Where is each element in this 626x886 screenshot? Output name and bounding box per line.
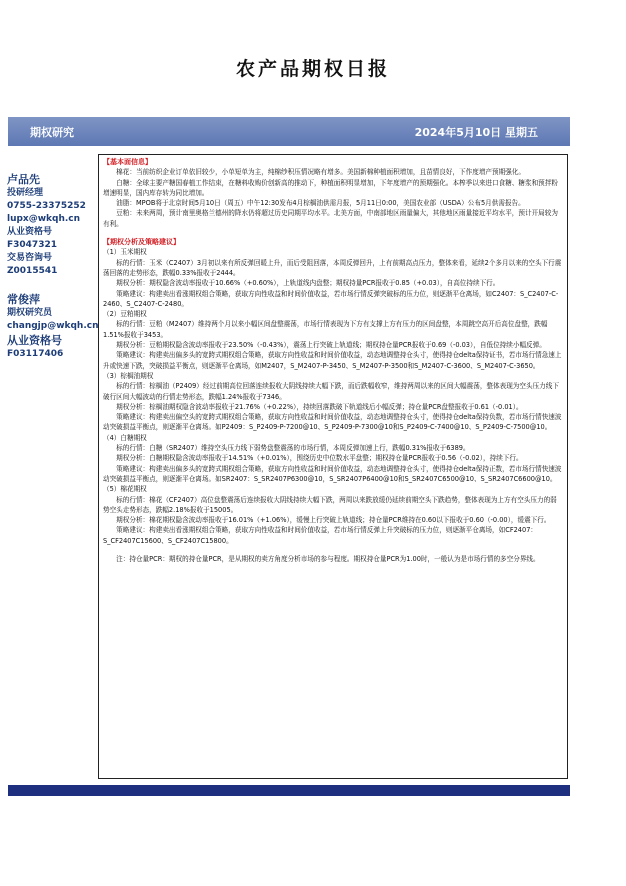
content-paragraph: 标的行情：豆粕（M2407）维持两个月以来小幅区间盘整震荡，市场行情表现为下方有支撑上方有压力的区间盘整，本周跳空高开后高位盘整，跌幅1.51%报收于3453。	[103, 320, 548, 339]
sidebar-line: 0755-23375252	[7, 201, 86, 211]
sidebar-line: 从业资格号	[7, 334, 62, 347]
content-paragraph: 期权分析：豆粕期权隐含波动率报收于23.50%（-0.43%），震荡上行突破上轨道线；期权持仓量PCR报收于0.69（-0.03），自低位持续小幅反弹。	[103, 341, 546, 350]
footer-bar	[8, 785, 570, 796]
content-paragraph: 豆粕：未来两周，预计南里奥格兰德州的降水仍将超过历史同期平均水平。北美方面，中南部地区雨量偏大，其他地区雨量接近平均水平，预计开局较为有利。	[103, 209, 558, 228]
content-paragraph: 期权分析：期权隐含波动率报收于10.66%（+0.60%），上轨道线内盘整；期权持量PCR报收于0.85（+0.03），自高位持续下行。	[103, 279, 500, 288]
content-paragraph: 标的行情：棉花（CF2407）高位盘整震荡后连续报收大阴线持续大幅下跌，两周以来跌放缓仍延续前期空头下跌趋势，整体表现为上方有空头压力的弱势空头走势形态，跌幅2.18%报收于15005。	[103, 495, 557, 514]
content-paragraph: （3）棕榈油期权	[103, 371, 154, 380]
content-paragraph: （4）白糖期权	[103, 433, 147, 442]
content-paragraph: 期权分析：白糖期权隐含波动率报收于14.51%（+0.01%），围绕历史中位数水平盘整；期权持仓量PCR报收于0.56（-0.02），持续下行。	[103, 454, 523, 463]
content-paragraph: 棉花：当前纺织企业订单依旧较少，小单短单为主，纯棉纱积压情况略有增多。美国新棉种植面积增加，且苗情良好，下作度增产预期强化。	[103, 168, 525, 177]
section-heading: 【期权分析及策略建议】	[103, 238, 180, 247]
content-paragraph: 油脂：MPOB将于北京时间5月10日（周五）中午12:30发布4月棕榈油供需月报，5月11日0:00，美国农业部（USDA）公布5月供需报告。	[103, 199, 525, 208]
sidebar-line: F3047321	[7, 240, 57, 250]
banner-section-label: 期权研究	[30, 126, 74, 139]
content-paragraph: 策略建议：构建卖出偏空头的宽跨式期权组合策略，获取方向性收益和时间价值收益，动态地调整持仓头寸，使得持仓delta保持负数，若市场行情快速波动突破损益平衡点，则逐渐平仓离场。如P2409：S_P2409-P-7200@10、S_P2409-P-7300@10和S_P2409-C-7400@10、S_P2409-C-7500@10。	[103, 413, 562, 432]
content-paragraph: 标的行情：棕榈油（P2409）经过前期高位回落连续报收大阴线持续大幅下跌，而后跌幅收窄，维持两周以来的区间大幅震荡，整体表现为空头压力线下破行区间大幅波动的行情走势形态，跌幅1.24%报收于7346。	[103, 382, 559, 401]
content-paragraph: 策略建议：构建卖出看涨期权组合策略，获取方向性收益和时间价值收益，若市场行情反弹突破标的压力位，则逐渐平仓离场，如C2407：S_C2407-C-2460、S_C2407-C-2480。	[103, 289, 559, 308]
content-paragraph: （1）玉米期权	[103, 248, 147, 257]
content-gap	[103, 229, 563, 237]
content-paragraph: 白糖：全球主要产糖国春植工作结束，在糖料收购价创新高的推动下，种植面积明显增加，下年度增产的预期强化。本榨季以来进口食糖、糖浆和预拌粉增速明显，国内库存转为同比增加。	[103, 178, 558, 197]
content-paragraph: 期权分析：棉花期权隐含波动率报收于16.01%（+1.06%），缓慢上行突破上轨道线；持仓量PCR维持在0.60以下报收于0.60（-0.00），缓震下行。	[103, 516, 551, 525]
content-paragraph: （2）豆粕期权	[103, 310, 147, 319]
sidebar-line: 常俊萍	[7, 293, 40, 306]
sidebar-line: 期权研究员	[7, 308, 53, 318]
content-paragraph: 期权分析：棕榈油期权隐含波动率报收于21.76%（+0.22%），持续回落跌破下轨道线后小幅反弹；持仓量PCR盘整报收于0.61（-0.01）。	[103, 402, 523, 411]
content-paragraph: 策略建议：构建卖出偏多头的宽跨式期权组合策略，获取方向性收益和时间价值收益，动态地调整持仓头寸，使得持仓delta保持正数，若市场行情快速波动突破损益平衡点，则逐渐平仓离场。如SR2407：S_SR2407P6300@10，S_SR2407P6400@10和S_SR2407C6500@10、S_SR2407C6600@10。	[103, 464, 562, 483]
report-content	[98, 154, 568, 779]
content-paragraph: 标的行情：玉米（C2407）3月初以来有所反弹回暖上升，而后受阻回落，本周反弹回升，上有前期高点压力，整体来看，延续2个多月以来的空头下行震荡回落的走势形态，跌幅0.33%报收于2444。	[103, 258, 562, 277]
content-paragraph: 策略建议：构建卖出偏多头的宽跨式期权组合策略，获取方向性收益和时间价值收益，动态地调整持仓头寸，使得持仓delta保持证书，若市场行情急速上升或快速下跌，突破损益平衡点，则逐渐平仓离场，如M2407，S_M2407-P-3450、S_M2407-P-3500和S_M2407-C-3600、S_M2407-C-3650。	[103, 351, 562, 370]
banner-date: 2024年5月10日 星期五	[414, 126, 538, 139]
sidebar-line: lupx@wkqh.cn	[7, 214, 81, 224]
sidebar-line: 卢品先	[7, 173, 40, 186]
sidebar-line: F03117406	[7, 349, 64, 359]
content-paragraph: 策略建议：构建卖出看涨期权组合策略，获取方向性收益和时间价值收益，若市场行情反弹上升突破标的压力位，则逐渐平仓离场，如CF2407：S_CF2407C15600、S_CF2407C15800。	[103, 526, 537, 545]
content-gap	[103, 546, 563, 554]
sidebar-line: 从业资格号	[7, 227, 53, 237]
report-title: 农产品期权日报	[235, 58, 390, 80]
sidebar-line: 交易咨询号	[7, 253, 53, 263]
sidebar-gap	[7, 278, 97, 292]
analyst-sidebar	[7, 172, 97, 361]
content-paragraph: 注：持仓量PCR：期权的持仓量PCR，是从期权的卖方角度分析市场的参与程度。期权持仓量PCR为1.00时，一般认为是市场行情的多空分界线。	[103, 554, 540, 563]
content-paragraph: （5）棉花期权	[103, 485, 147, 494]
section-heading: 【基本面信息】	[103, 158, 152, 166]
sidebar-line: 投研经理	[7, 188, 44, 198]
sidebar-line: Z0015541	[7, 266, 58, 276]
sidebar-line: changjp@wkqh.cn	[7, 321, 99, 331]
header-banner	[8, 117, 570, 146]
content-paragraph: 标的行情：白糖（SR2407）维持空头压力线下弱势盘整震荡的市场行情，本周反弹加速上行，跌幅0.31%报收于6389。	[103, 444, 470, 453]
